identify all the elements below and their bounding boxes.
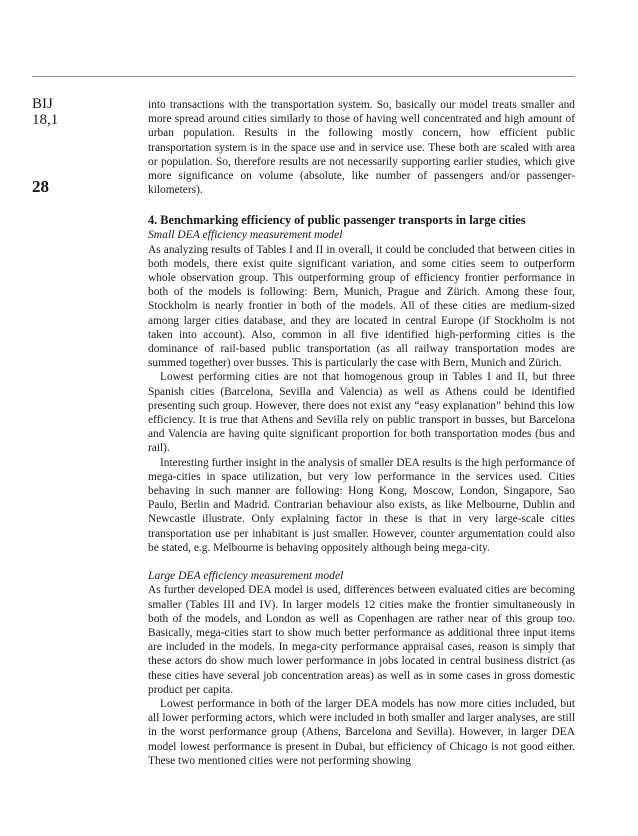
subsection-heading-small-dea: Small DEA efficiency measurement model (148, 228, 343, 242)
running-header (32, 96, 122, 196)
article-body (148, 98, 575, 768)
body-paragraph: Lowest performing cities are not that homogenous group in Tables I and II, but three Spanish cities (Barcelona, Sevilla and Valencia) as well as Athens could be identified presenting such group. However, there does not exist any “easy explanation” behind this low efficiency. It is true that Athens and Sevilla rely on public transport in busses, but Barcelona and Valencia are having quite significant proportion for both transportation modes (bus and rail). (148, 371, 575, 455)
section-heading: 4. Benchmarking efficiency of public passenger transports in large cities (148, 213, 526, 228)
body-paragraph: As further developed DEA model is used, differences between evaluated cities are becoming smaller (Tables III and IV). In larger models 12 cities make the frontier simultaneously in both of the models, and London as well as Copenhagen are rather near of this group too. Basically, mega-cities start to show much better performance as additional three input items are included in the models. In mega-city performance appraisal cases, reason is simply that these actors do show much lower performance in jobs located in central business district (as these cities have several job concentration areas) as well as in some cases in gross domestic product per capita. (148, 584, 575, 696)
volume-issue: 18,1 (32, 112, 59, 128)
body-paragraph: Interesting further insight in the analysis of smaller DEA results is the high performance of mega-cities in space utilization, but very low performance in the services used. Cities behaving in such manner are following: Hong Kong, Moscow, London, Singapore, Sao Paulo, Berlin and Madrid. Contrarian behaviour also exists, as like Melbourne, Dublin and Newcastle illustrate. Only explaining factor in these is that in very large-scale cities transportation use per inhabitant is just smaller. However, counter argumentation could also be stated, e.g. Melbourne is behaving oppositely although being mega-city. (148, 456, 575, 554)
header-rule (32, 76, 575, 77)
page-number: 28 (32, 177, 49, 196)
body-paragraph: Lowest performance in both of the larger DEA models has now more cities included, but all lower performing actors, which were included in both smaller and larger analyses, are still in the worst performance group (Athens, Barcelona and Sevilla). However, in larger DEA model lowest performance is present in Dubai, but efficiency of Chicago is not good either. These two mentioned cities were not performing showing (148, 697, 575, 767)
intro-paragraph: into transactions with the transportation system. So, basically our model treats smaller and more spread around cities similarly to those of having well concentrated and high amount of urban population. Results in the following mostly concern, how efficient public transportation system is in the space use and in service use. These both are scaled with area or population. So, therefore results are not necessarily supporting earlier studies, which give more significance on volume (absolute, like number of passengers and/or passenger-kilometers). (148, 99, 575, 197)
subsection-heading-large-dea: Large DEA efficiency measurement model (148, 569, 344, 583)
body-paragraph: As analyzing results of Tables I and II in overall, it could be concluded that between cities in both models, there exist quite significant variation, and some cities seem to outperform whole observation group. This outperforming group of efficiency frontier performance in both of the models is following: Bern, Munich, Prague and Zürich. Among these four, Stockholm is nearly frontier in both of the models. All of these cities are medium-sized among larger cities database, and they are located in central Europe (if Stockholm is not taken into account). Also, common in all five identified high-performing cities is the dominance of rail-based public transportation (as all railway transportation modes are summed together) over busses. This is particularly the case with Bern, Munich and Zürich. (148, 243, 575, 370)
journal-abbreviation: BIJ (32, 96, 53, 112)
